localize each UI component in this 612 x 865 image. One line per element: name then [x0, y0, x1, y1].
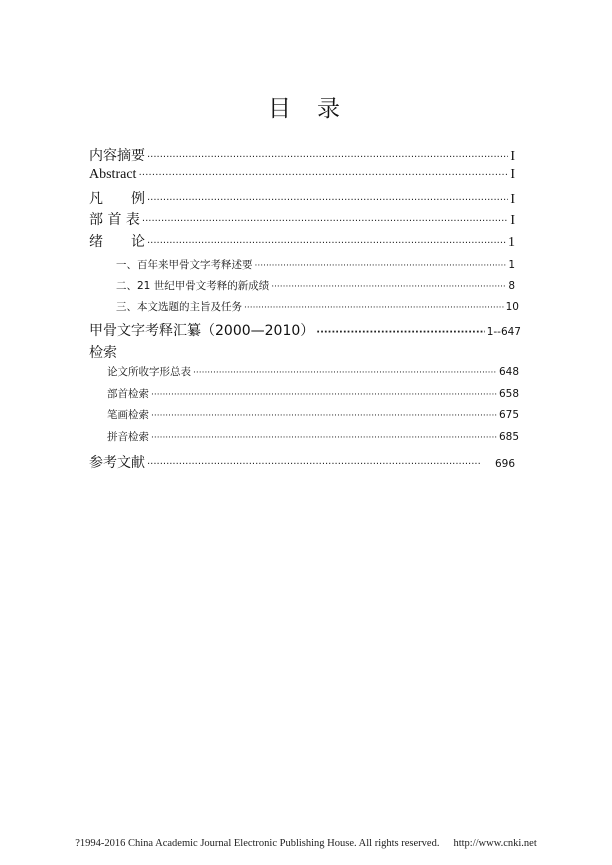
toc-entry-jiansuo[interactable] — [89, 342, 189, 362]
copyright-text: ?1994-2016 China Academic Journal Electronic Publishing House. All rights reserved. — [75, 838, 440, 849]
toc-entry-huizuan[interactable] — [89, 320, 521, 340]
footer-url[interactable]: http://www.cnki.net — [453, 838, 537, 849]
toc-entry-cankao[interactable] — [89, 452, 515, 472]
toc-page-number: I — [510, 192, 515, 207]
footer — [0, 838, 612, 849]
toc-page-number: 1--647 — [486, 326, 521, 338]
toc-page-number: I — [510, 213, 515, 228]
toc-page-number: 675 — [498, 409, 519, 421]
toc-leader — [147, 148, 508, 164]
title-char-1: 目 — [268, 96, 295, 122]
toc-page-number: 8 — [508, 280, 515, 292]
toc-label: 部 首 表 — [89, 212, 140, 228]
toc-entry-abstract-cn[interactable] — [89, 145, 515, 165]
toc-entry-bihua[interactable] — [107, 407, 519, 422]
toc-label: 三、本文选题的主旨及任务 — [116, 301, 242, 313]
toc-entry-sec2[interactable] — [116, 278, 515, 293]
toc-label: 凡 例 — [89, 191, 145, 207]
toc-page-number: 685 — [498, 431, 519, 443]
toc-label: 笔画检索 — [107, 409, 149, 421]
toc-label: Abstract — [89, 167, 137, 182]
toc-leader — [147, 234, 506, 250]
toc-entry-fanli[interactable] — [89, 188, 515, 208]
toc-entry-xulun[interactable] — [89, 231, 515, 251]
toc-label: 部首检索 — [107, 388, 149, 400]
toc-page-number: 696 — [494, 458, 515, 470]
toc-entry-sec3[interactable] — [116, 299, 519, 314]
toc-label: 二、21 世纪甲骨文考释的新成绩 — [116, 280, 270, 292]
toc-leader — [138, 167, 508, 183]
toc-page-number: I — [510, 149, 515, 164]
toc-label: 甲骨文字考释汇纂（2000—2010） — [89, 323, 315, 339]
toc-label: 一、百年来甲骨文字考释述要 — [116, 259, 253, 271]
toc-label: 论文所收字形总表 — [107, 366, 191, 378]
toc-entry-sec1[interactable] — [116, 257, 515, 272]
toc-label: 绪 论 — [89, 234, 145, 250]
toc-page-number: 1 — [508, 259, 515, 271]
toc-leader — [147, 455, 481, 471]
toc-label: 检索 — [89, 345, 117, 361]
toc-page-number: 648 — [498, 366, 519, 378]
toc-label: 参考文献 — [89, 455, 145, 471]
toc-leader — [151, 388, 497, 400]
toc-entry-pinyin[interactable] — [107, 429, 519, 444]
toc-entry-abstract-en[interactable] — [89, 167, 515, 183]
toc-leader — [193, 366, 497, 378]
toc-page-number: 1 — [508, 235, 515, 250]
title-char-2: 录 — [317, 96, 344, 122]
toc-leader — [255, 259, 507, 271]
toc-leader — [151, 431, 497, 443]
toc-label: 拼音检索 — [107, 431, 149, 443]
toc-page-number: 10 — [505, 301, 519, 313]
toc-page-number: I — [510, 167, 515, 182]
toc-leader — [271, 280, 506, 292]
toc-leader — [244, 301, 504, 313]
toc-label: 内容摘要 — [89, 148, 145, 164]
page-title — [0, 90, 612, 123]
toc-leader — [142, 212, 508, 228]
toc-page-number: 658 — [498, 388, 519, 400]
toc-leader — [316, 323, 484, 339]
toc-entry-bushou-index[interactable] — [107, 386, 519, 401]
toc-leader — [147, 191, 508, 207]
toc-entry-zixing[interactable] — [107, 364, 519, 379]
toc-entry-bushou[interactable] — [89, 209, 515, 229]
toc-leader — [151, 409, 497, 421]
